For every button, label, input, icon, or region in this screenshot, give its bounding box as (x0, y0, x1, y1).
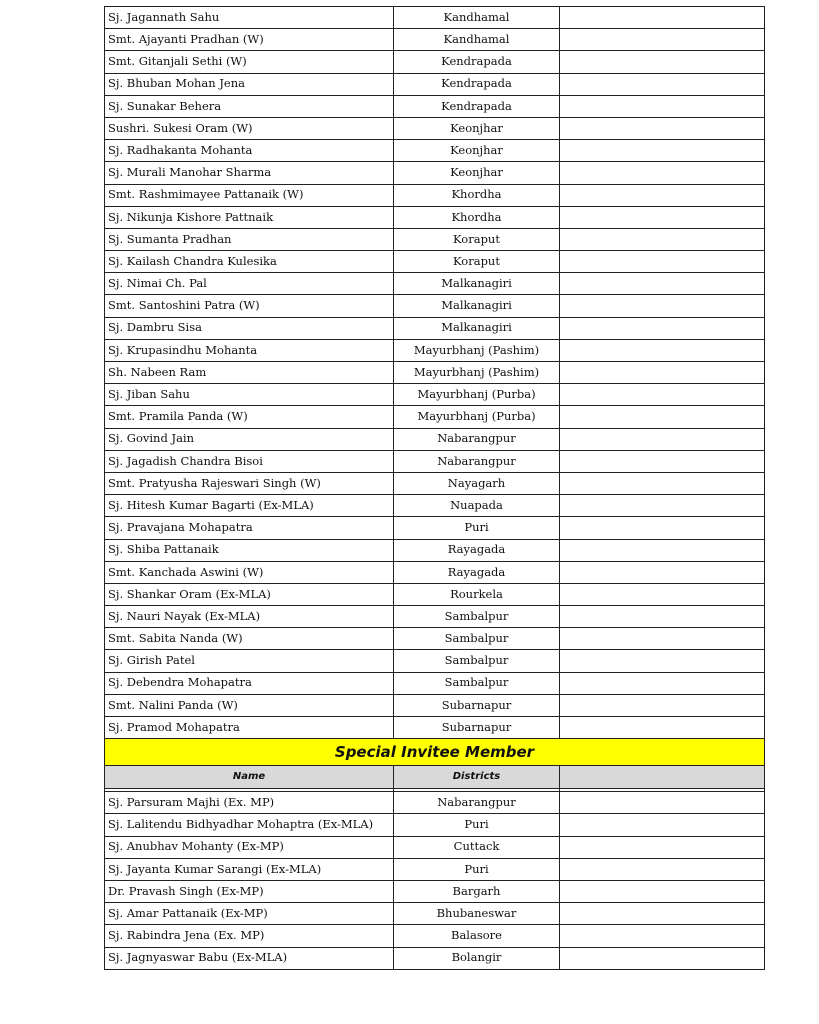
blank-cell (560, 384, 765, 406)
member-district: Kandhamal (394, 29, 560, 51)
blank-cell (560, 228, 765, 250)
member-district: Mayurbhanj (Pashim) (394, 362, 560, 384)
member-name: Sj. Nauri Nayak (Ex-MLA) (105, 606, 394, 628)
table-row (105, 694, 765, 716)
member-district: Malkanagiri (394, 295, 560, 317)
blank-cell (560, 947, 765, 969)
member-name: Sj. Nikunja Kishore Pattnaik (105, 206, 394, 228)
member-district: Puri (394, 814, 560, 836)
column-header-row (105, 766, 765, 789)
table-row (105, 672, 765, 694)
member-district: Mayurbhanj (Purba) (394, 384, 560, 406)
blank-cell (560, 517, 765, 539)
member-district: Bargarh (394, 880, 560, 902)
blank-cell (560, 317, 765, 339)
member-name: Sj. Radhakanta Mohanta (105, 140, 394, 162)
member-name: Sj. Anubhav Mohanty (Ex-MP) (105, 836, 394, 858)
member-district: Puri (394, 517, 560, 539)
blank-cell (560, 836, 765, 858)
blank-cell (560, 858, 765, 880)
blank-cell (560, 251, 765, 273)
special-invitee-section (105, 739, 765, 792)
table-row (105, 362, 765, 384)
table-row (105, 717, 765, 739)
member-district: Puri (394, 858, 560, 880)
table-row (105, 880, 765, 902)
member-name: Dr. Pravash Singh (Ex-MP) (105, 880, 394, 902)
member-district: Bolangir (394, 947, 560, 969)
member-district: Kendrapada (394, 95, 560, 117)
table-row (105, 792, 765, 814)
table-row (105, 251, 765, 273)
member-district: Koraput (394, 228, 560, 250)
member-name: Sj. Debendra Mohapatra (105, 672, 394, 694)
member-name: Sj. Sumanta Pradhan (105, 228, 394, 250)
table-row (105, 814, 765, 836)
member-district: Subarnapur (394, 694, 560, 716)
table-row (105, 472, 765, 494)
blank-cell (560, 162, 765, 184)
blank-cell (560, 495, 765, 517)
member-district: Nayagarh (394, 472, 560, 494)
member-district: Nuapada (394, 495, 560, 517)
table-row (105, 51, 765, 73)
member-district: Khordha (394, 184, 560, 206)
member-name: Sj. Jagadish Chandra Bisoi (105, 450, 394, 472)
table-row (105, 406, 765, 428)
member-district: Rourkela (394, 583, 560, 605)
member-name: Sj. Rabindra Jena (Ex. MP) (105, 925, 394, 947)
member-district: Balasore (394, 925, 560, 947)
member-district: Sambalpur (394, 672, 560, 694)
blank-cell (560, 539, 765, 561)
member-name: Smt. Pratyusha Rajeswari Singh (W) (105, 472, 394, 494)
special-invitee-header-row (105, 739, 765, 766)
table-row (105, 925, 765, 947)
member-name: Smt. Ajayanti Pradhan (W) (105, 29, 394, 51)
table-row (105, 858, 765, 880)
blank-cell (560, 295, 765, 317)
blank-cell (560, 694, 765, 716)
member-name: Sj. Shankar Oram (Ex-MLA) (105, 583, 394, 605)
table-row (105, 29, 765, 51)
blank-cell (560, 814, 765, 836)
blank-cell (560, 717, 765, 739)
table-row (105, 561, 765, 583)
member-district: Keonjhar (394, 162, 560, 184)
member-district: Kendrapada (394, 51, 560, 73)
member-name: Sj. Jagannath Sahu (105, 7, 394, 29)
blank-cell (560, 628, 765, 650)
blank-cell (560, 792, 765, 814)
member-name: Sj. Parsuram Majhi (Ex. MP) (105, 792, 394, 814)
member-name: Sj. Amar Pattanaik (Ex-MP) (105, 903, 394, 925)
blank-cell (560, 903, 765, 925)
blank-cell (560, 672, 765, 694)
member-district: Bhubaneswar (394, 903, 560, 925)
table-row (105, 428, 765, 450)
member-name: Sj. Shiba Pattanaik (105, 539, 394, 561)
table-row (105, 836, 765, 858)
table-row (105, 117, 765, 139)
special-invitee-title: Special Invitee Member (105, 739, 765, 766)
member-name: Sj. Bhuban Mohan Jena (105, 73, 394, 95)
blank-cell (560, 925, 765, 947)
member-name: Smt. Kanchada Aswini (W) (105, 561, 394, 583)
blank-cell (560, 583, 765, 605)
table-row (105, 273, 765, 295)
member-district: Sambalpur (394, 606, 560, 628)
member-name: Smt. Sabita Nanda (W) (105, 628, 394, 650)
table-row (105, 206, 765, 228)
member-name: Smt. Nalini Panda (W) (105, 694, 394, 716)
blank-cell (560, 428, 765, 450)
member-name: Sj. Dambru Sisa (105, 317, 394, 339)
table-row (105, 903, 765, 925)
member-name: Smt. Santoshini Patra (W) (105, 295, 394, 317)
member-district: Subarnapur (394, 717, 560, 739)
blank-cell (560, 140, 765, 162)
blank-cell (560, 406, 765, 428)
member-district: Nabarangpur (394, 428, 560, 450)
member-district: Keonjhar (394, 140, 560, 162)
blank-cell (560, 450, 765, 472)
member-district: Khordha (394, 206, 560, 228)
member-name: Sj. Hitesh Kumar Bagarti (Ex-MLA) (105, 495, 394, 517)
member-name: Sj. Girish Patel (105, 650, 394, 672)
table-row (105, 339, 765, 361)
blank-cell (560, 29, 765, 51)
member-name: Sj. Jayanta Kumar Sarangi (Ex-MLA) (105, 858, 394, 880)
member-district: Mayurbhanj (Purba) (394, 406, 560, 428)
table-row (105, 162, 765, 184)
blank-cell (560, 362, 765, 384)
table-row (105, 73, 765, 95)
blank-cell (560, 7, 765, 29)
blank-cell (560, 606, 765, 628)
table-row (105, 184, 765, 206)
member-district: Rayagada (394, 539, 560, 561)
member-name: Sj. Krupasindhu Mohanta (105, 339, 394, 361)
member-name: Sj. Pravajana Mohapatra (105, 517, 394, 539)
blank-cell (560, 51, 765, 73)
member-name: Smt. Pramila Panda (W) (105, 406, 394, 428)
table-row (105, 295, 765, 317)
table-row (105, 650, 765, 672)
table-row (105, 384, 765, 406)
table-row (105, 317, 765, 339)
blank-cell (560, 561, 765, 583)
members-table (104, 6, 765, 970)
member-name: Sushri. Sukesi Oram (W) (105, 117, 394, 139)
member-name: Sh. Nabeen Ram (105, 362, 394, 384)
table-row (105, 495, 765, 517)
member-district: Sambalpur (394, 628, 560, 650)
table-row (105, 583, 765, 605)
table-row (105, 606, 765, 628)
special-invitee-table-body (105, 792, 765, 970)
table-row (105, 95, 765, 117)
member-name: Sj. Pramod Mohapatra (105, 717, 394, 739)
member-name: Sj. Govind Jain (105, 428, 394, 450)
member-district: Koraput (394, 251, 560, 273)
table-row (105, 539, 765, 561)
members-table-body (105, 7, 765, 739)
table-row (105, 628, 765, 650)
member-name: Smt. Gitanjali Sethi (W) (105, 51, 394, 73)
member-district: Kendrapada (394, 73, 560, 95)
blank-cell (560, 73, 765, 95)
member-district: Nabarangpur (394, 792, 560, 814)
column-header-districts: Districts (394, 766, 560, 789)
table-row (105, 7, 765, 29)
member-name: Sj. Kailash Chandra Kulesika (105, 251, 394, 273)
member-district: Malkanagiri (394, 273, 560, 295)
column-header-name: Name (105, 766, 394, 789)
blank-cell (560, 206, 765, 228)
table-row (105, 140, 765, 162)
blank-cell (560, 117, 765, 139)
member-district: Cuttack (394, 836, 560, 858)
blank-cell (560, 184, 765, 206)
table-row (105, 450, 765, 472)
blank-cell (560, 273, 765, 295)
blank-cell (560, 650, 765, 672)
member-name: Sj. Murali Manohar Sharma (105, 162, 394, 184)
column-header-blank (560, 766, 765, 789)
member-name: Sj. Lalitendu Bidhyadhar Mohaptra (Ex-MLA) (105, 814, 394, 836)
member-district: Mayurbhanj (Pashim) (394, 339, 560, 361)
table-row (105, 947, 765, 969)
member-district: Nabarangpur (394, 450, 560, 472)
member-district: Rayagada (394, 561, 560, 583)
member-name: Smt. Rashmimayee Pattanaik (W) (105, 184, 394, 206)
member-district: Kandhamal (394, 7, 560, 29)
blank-cell (560, 339, 765, 361)
member-district: Malkanagiri (394, 317, 560, 339)
member-district: Sambalpur (394, 650, 560, 672)
member-name: Sj. Jagnyaswar Babu (Ex-MLA) (105, 947, 394, 969)
blank-cell (560, 472, 765, 494)
blank-cell (560, 880, 765, 902)
blank-cell (560, 95, 765, 117)
member-name: Sj. Nimai Ch. Pal (105, 273, 394, 295)
table-row (105, 228, 765, 250)
member-district: Keonjhar (394, 117, 560, 139)
member-name: Sj. Sunakar Behera (105, 95, 394, 117)
member-name: Sj. Jiban Sahu (105, 384, 394, 406)
table-row (105, 517, 765, 539)
